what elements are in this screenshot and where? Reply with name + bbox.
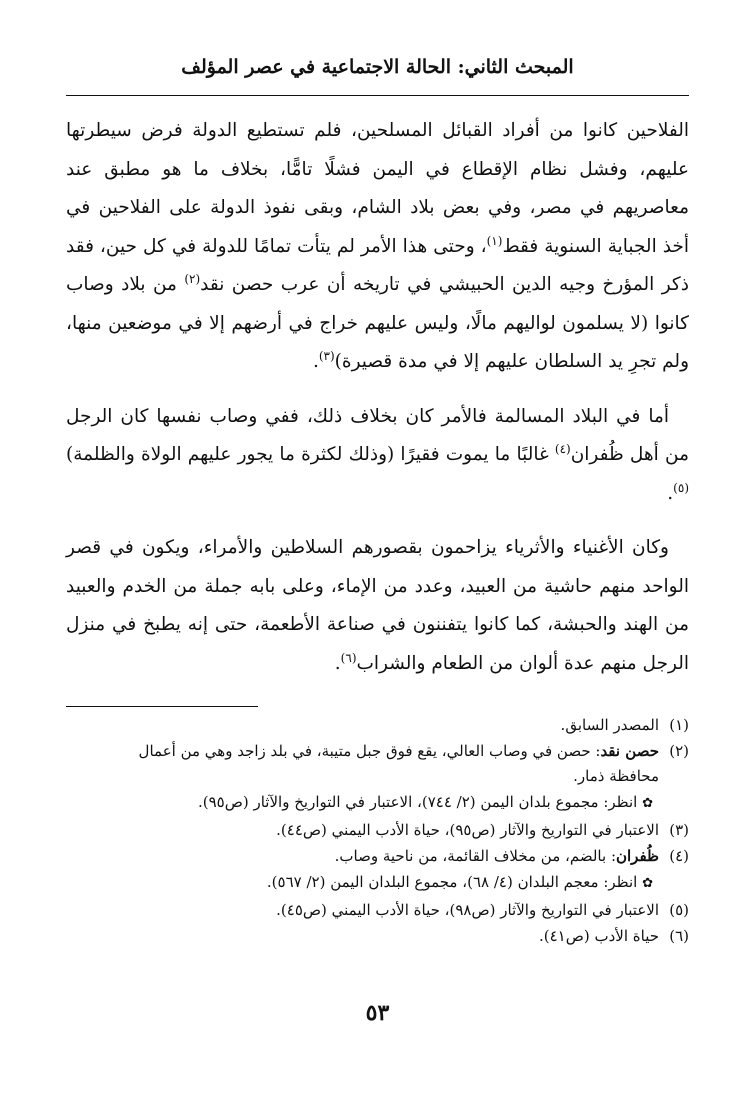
footnote-text: انظر: مجموع بلدان اليمن (٢/ ٧٤٤)، الاعتبار في التواريخ والآثار (ص٩٥).: [197, 793, 638, 811]
page-number: ٥٣: [365, 1000, 390, 1026]
paragraph-text: أما في البلاد المسالمة فالأمر كان بخلاف ذلك، ففي وصاب نفسها كان الرجل من أهل ظُفران: [66, 405, 690, 465]
footnote-number: (٢): [669, 742, 689, 760]
paragraph-text: الفلاحين كانوا من أفراد القبائل المسلحين، فلم تستطيع الدولة فرض سيطرتها عليهم، وفشل نظام الإقطاع في اليمن فشلًا تامًّا، بخلاف ما هو مطبق عند معاصريهم في مصر، وفي بعض بلاد الشام، وبقى نفوذ الدولة على الفلاحين في أخذ الجباية السنوية فقط: [66, 120, 689, 257]
paragraph-text: غالبًا ما يموت فقيرًا (وذلك لكثرة ما يجور عليهم الولاة والظلمة): [66, 444, 555, 465]
footnote-1: [66, 712, 689, 738]
footnote-number: (٦): [669, 927, 689, 945]
footnote-number: (٤): [669, 847, 689, 865]
footnote-text: الاعتبار في التواريخ والآثار (ص٩٨)، حياة الأدب اليمني (ص٤٥).: [276, 901, 659, 919]
footnote-text: المصدر السابق.: [560, 716, 659, 734]
footnote-term: ظُفران: [616, 847, 659, 865]
footnote-text: محافظة ذمار.: [573, 767, 659, 785]
footnote-ref[interactable]: (٥): [673, 480, 689, 495]
footnote-text: : بالضم، من مخلاف القائمة، من ناحية وصاب.: [334, 847, 616, 865]
footnote-ref[interactable]: (١): [486, 233, 503, 248]
paragraph-text: .: [334, 652, 341, 674]
footnote-ref[interactable]: (٤): [554, 441, 571, 456]
paragraph-1: [66, 112, 689, 382]
footnote-number: (٥): [669, 901, 689, 919]
paragraph-text: من بلاد وصاب كانوا (لا يسلمون لواليهم مالًا، وليس عليهم خراج في أرضهم إلا في موضعين منها، ولم تجرِ يد السلطان عليهم إلا في مدة قصيرة): [66, 274, 689, 372]
footnote-5: [66, 897, 689, 923]
footnote-divider: [66, 706, 258, 707]
paragraph-text: .: [312, 351, 319, 372]
main-text: [66, 112, 689, 699]
flower-icon: ✿: [642, 876, 653, 891]
footnote-4: [66, 843, 689, 869]
footnote-text: انظر: معجم البلدان (٤/ ٦٨)، مجموع البلدان اليمن (٢/ ٥٦٧).: [266, 873, 638, 891]
header-divider: [66, 95, 689, 96]
paragraph-text: وكان الأغنياء والأثرياء يزاحمون بقصورهم السلاطين والأمراء، ويكون في قصر الواحد منهم حاشية من العبيد، وعدد من الإماء، وعلى بابه جملة من الخدم والعبيد من الهند والحبشة، كما كانوا يتفننون في صناعة الأطعمة، حتى إنه يطبخ في منزل الرجل منهم عدة ألوان من الطعام والشراب: [66, 537, 689, 674]
footnote-ref[interactable]: (٢): [184, 271, 201, 286]
footnote-6: [66, 923, 689, 949]
footnote-text: حياة الأدب (ص٤١).: [538, 927, 659, 945]
paragraph-text: ، وحتى هذا الأمر لم يتأت تمامًا للدولة في كل حين، فقد ذكر المؤرخ وجيه الدين الحبيشي في تاريخه أن عرب حصن نقد: [66, 235, 689, 295]
running-header: المبحث الثاني: الحالة الاجتماعية في عصر المؤلف: [181, 56, 574, 78]
paragraph-text: .: [667, 482, 674, 504]
flower-icon: ✿: [642, 796, 653, 811]
footnote-2: [66, 738, 689, 764]
footnotes: [66, 712, 689, 949]
footnote-number: (٣): [669, 821, 689, 839]
footnote-term: حصن نقد: [600, 742, 659, 760]
footnote-2-continuation: [66, 764, 689, 789]
footnote-2-reference: [66, 789, 689, 817]
footnote-ref[interactable]: (٣): [318, 348, 335, 363]
footnote-number: (١): [669, 716, 689, 734]
paragraph-3: [66, 529, 689, 683]
footnote-ref[interactable]: (٦): [340, 650, 357, 665]
footnote-text: : حصن في وصاب العالي، يقع فوق جبل متيبة، في بلد زاجد وهي من أعمال: [138, 742, 601, 760]
paragraph-2: [66, 398, 689, 514]
footnote-text: الاعتبار في التواريخ والآثار (ص٩٥)، حياة الأدب اليمني (ص٤٤).: [276, 821, 659, 839]
footnote-3: [66, 817, 689, 843]
footnote-4-reference: [66, 869, 689, 897]
